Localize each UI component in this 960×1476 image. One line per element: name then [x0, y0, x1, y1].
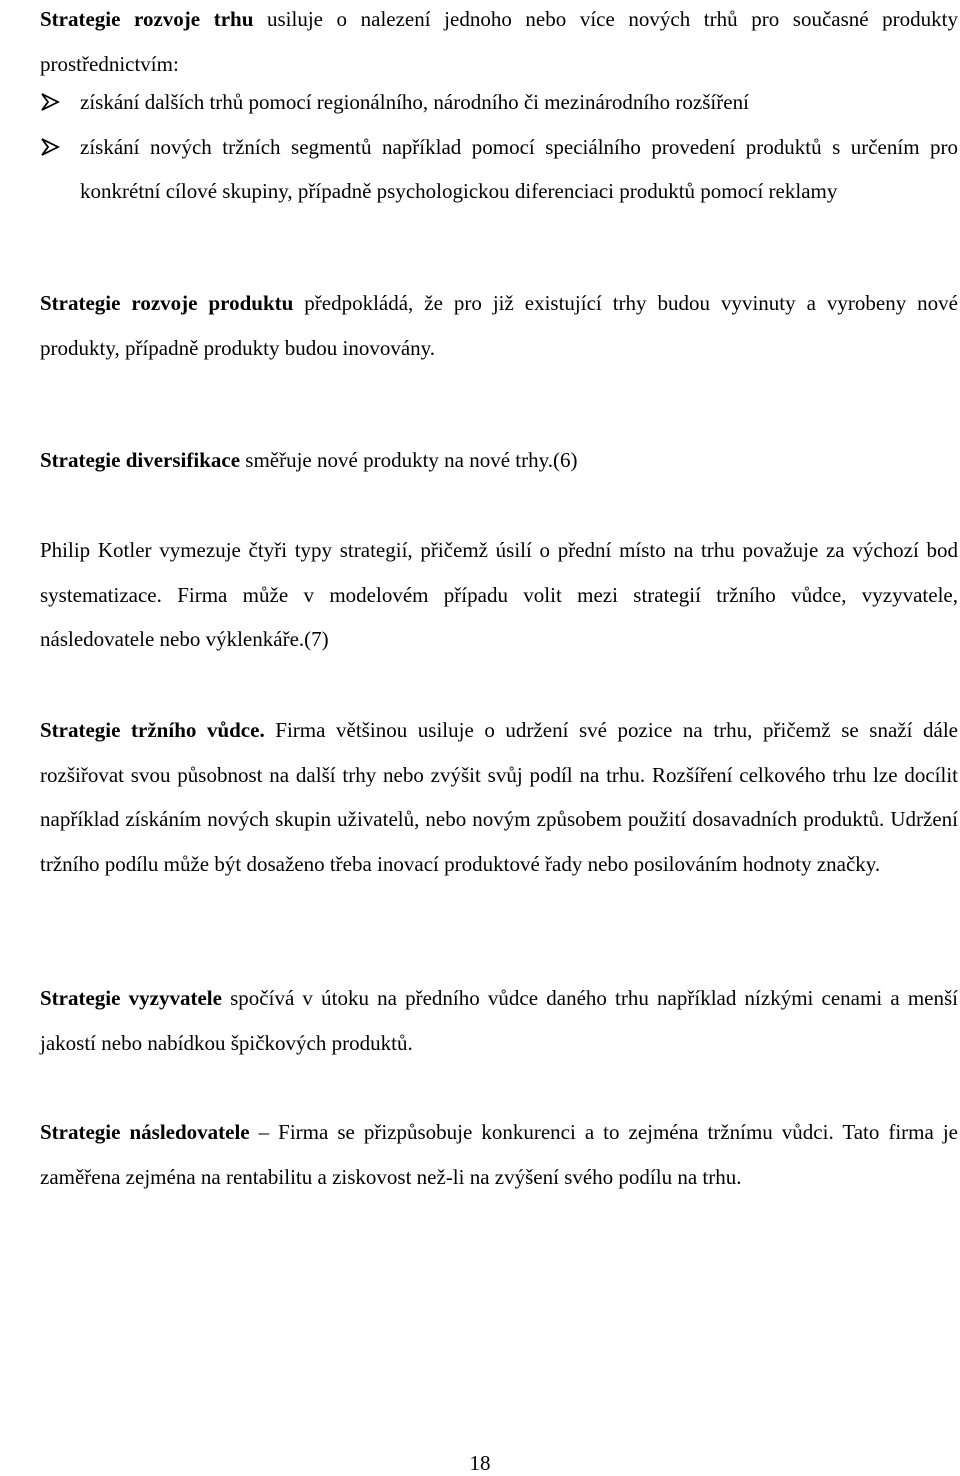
paragraph-text: Firma většinou usiluje o udržení své pozice na trhu, přičemž se snaží dále rozšiřovat svou působnost na další trhy nebo zvýšit svůj podíl na trhu. Rozšíření celkového trhu lze docílit například získáním nových skupin uživatelů, nebo novým způsobem použití dosavadních produktů. Udržení tržního podílu může být dosaženo třeba inovací produktové řady nebo posilováním hodnoty značky. — [40, 718, 958, 876]
paragraph-strategie-vyzyvatele — [40, 976, 958, 1065]
term-strategie-trzniho-vudce: Strategie tržního vůdce. — [40, 718, 265, 742]
term-strategie-rozvoje-produktu: Strategie rozvoje produktu — [40, 291, 294, 315]
paragraph-text: spočívá v útoku na předního vůdce daného trhu například nízkými cenami a menší jakostí nebo nabídkou špičkových produktů. — [40, 986, 958, 1055]
paragraph-text: směřuje nové produkty na nové trhy.(6) — [240, 448, 578, 472]
list-item — [40, 125, 958, 214]
bullet-list — [40, 80, 958, 214]
paragraph-text: Philip Kotler vymezuje čtyři typy strategií, přičemž úsilí o přední místo na trhu považuje za výchozí bod systematizace. Firma může v modelovém případu volit mezi strategií tržního vůdce, vyzyvatele, následovatele nebo výklenkáře.(7) — [40, 538, 958, 651]
list-item — [40, 80, 958, 125]
page-number: 18 — [469, 1451, 491, 1475]
arrow-bullet-icon — [40, 125, 66, 170]
arrow-bullet-icon — [40, 80, 66, 125]
intro-text: usiluje o nalezení jednoho nebo více nových trhů pro současné produkty prostřednictvím: — [40, 7, 958, 76]
bullet-text: získání dalších trhů pomocí regionálního, národního či mezinárodního rozšíření — [80, 90, 749, 114]
paragraph-text: předpokládá, že pro již existující trhy budou vyvinuty a vyrobeny nové produkty, případně produkty budou inovovány. — [40, 291, 958, 360]
term-strategie-vyzyvatele: Strategie vyzyvatele — [40, 986, 222, 1010]
term-strategie-nasledovatele: Strategie následovatele — [40, 1120, 250, 1144]
paragraph-strategie-rozvoje-produktu — [40, 281, 958, 370]
paragraph-strategie-trzniho-vudce — [40, 708, 958, 886]
term-strategie-diversifikace: Strategie diversifikace — [40, 448, 241, 472]
paragraph-strategie-diversifikace — [40, 438, 958, 483]
intro-paragraph — [40, 0, 958, 86]
paragraph-kotler — [40, 528, 958, 662]
bullet-text: získání nových tržních segmentů například pomocí speciálního provedení produktů s určením pro konkrétní cílové skupiny, případně psychologickou diferenciaci produktů pomocí reklamy — [80, 134, 958, 203]
paragraph-text: – Firma se přizpůsobuje konkurenci a to zejména tržnímu vůdci. Tato firma je zaměřena zejména na rentabilitu a ziskovost než-li na zvýšení svého podílu na trhu. — [40, 1120, 958, 1189]
term-strategie-rozvoje-trhu: Strategie rozvoje trhu — [40, 7, 254, 31]
paragraph-strategie-nasledovatele — [40, 1110, 958, 1199]
